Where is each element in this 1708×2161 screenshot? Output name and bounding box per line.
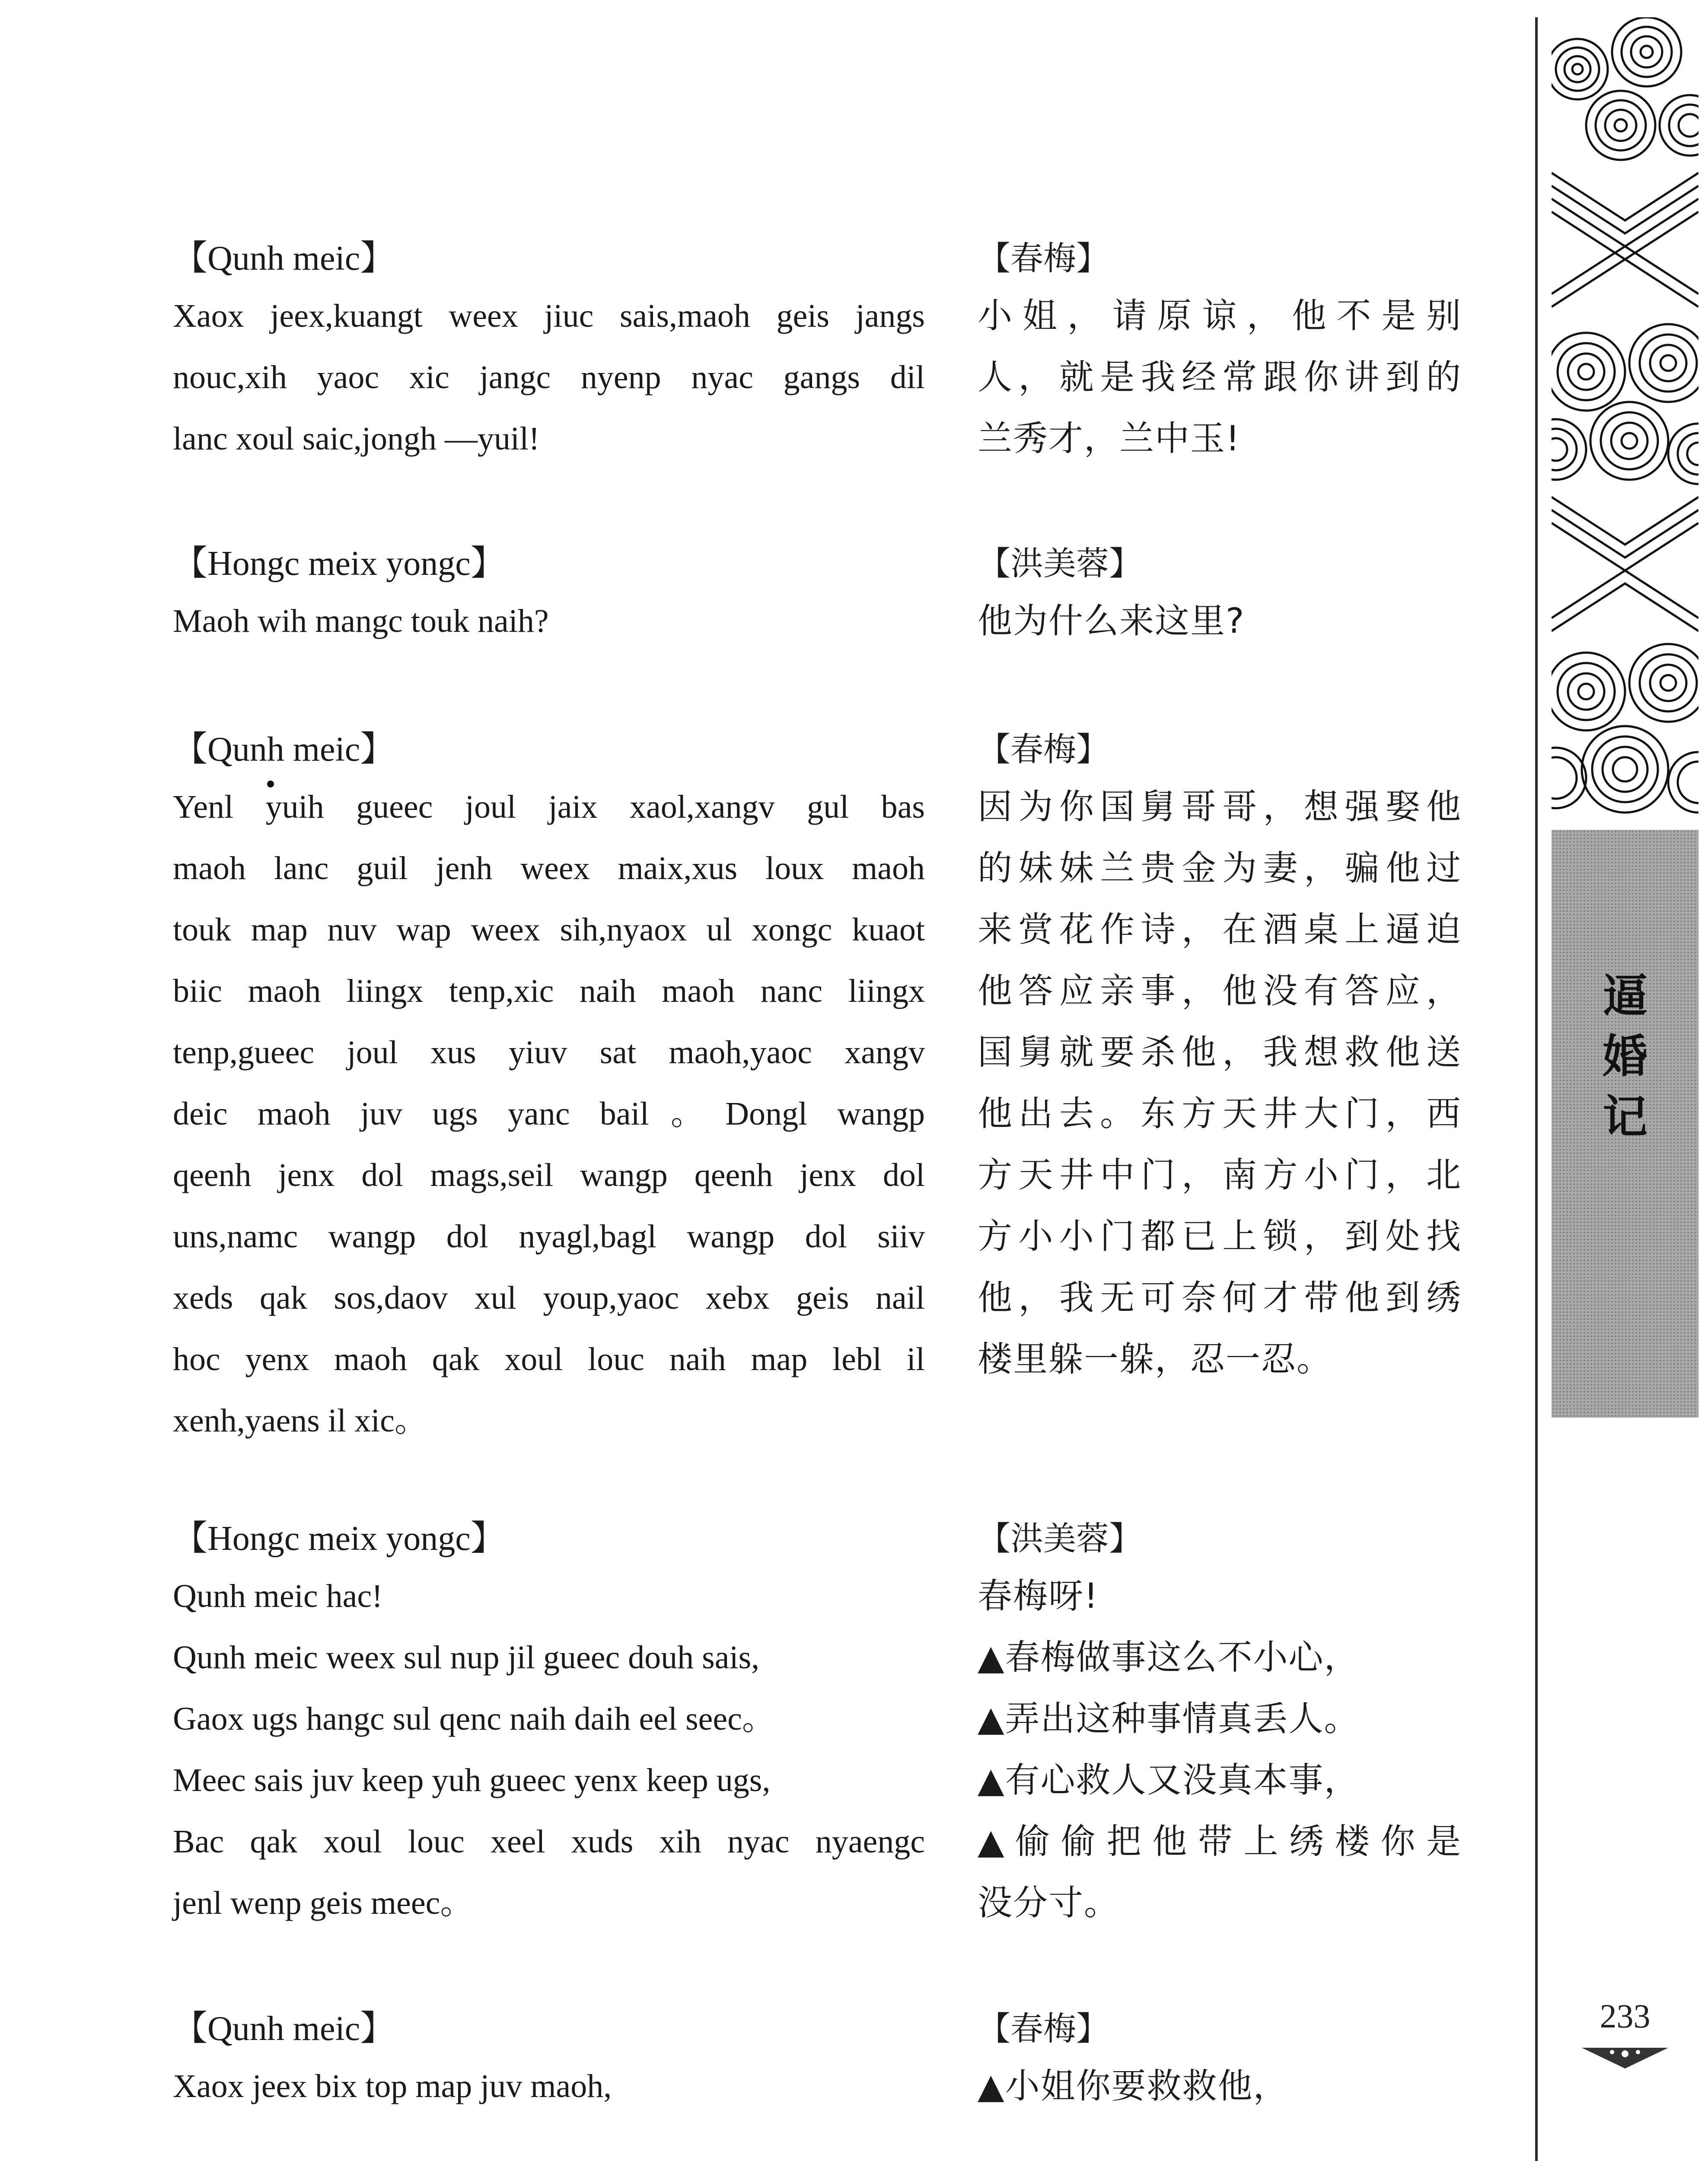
dialogue-line: xenh,yaens il xic。 xyxy=(173,1402,427,1439)
dong-dialogue-block xyxy=(173,728,925,1451)
dialogue-line: lanc xoul saic,jongh —yuil! xyxy=(173,421,540,457)
dialogue-line: 春梅呀! xyxy=(978,1576,1099,1616)
speaker-label: 【洪美蓉】 xyxy=(978,1519,1142,1558)
dialogue-line: 兰秀才，兰中玉! xyxy=(978,418,1241,459)
dialogue-line: 方小小门都已上锁，到处找 xyxy=(978,1216,1462,1256)
dialogue-line: xeds qak sos,daov xul youp,yaoc xebx geis nail xyxy=(173,1280,925,1316)
page-number-ornament xyxy=(1573,2044,1677,2070)
dialogue-line: biic maoh liingx tenp,xic naih maoh nanc liingx xyxy=(173,973,925,1009)
dong-dialogue-block xyxy=(173,1517,925,1934)
dialogue-line: deic maoh juv ugs yanc bail。Dongl wangp xyxy=(173,1096,925,1132)
dialogue-line: 他出去。东方天井大门，西 xyxy=(978,1093,1462,1134)
dialogue-line: 他答应亲事，他没有答应， xyxy=(978,971,1462,1011)
cloud-pattern-ornament xyxy=(1552,17,1698,830)
margin-rule xyxy=(1535,17,1538,2161)
dialogue-line: ▲有心救人又没真本事， xyxy=(978,1760,1360,1800)
dialogue-line: 他，我无可奈何才带他到绣 xyxy=(978,1278,1462,1318)
dong-dialogue-block xyxy=(173,542,925,652)
dialogue-line: nouc,xih yaoc xic jangc nyenp nyac gangs dil xyxy=(173,359,925,395)
dialogue-line: Xaox jeex bix top map juv maoh, xyxy=(173,2068,612,2104)
speaker-label: 【Hongc meix yongc】 xyxy=(173,1520,505,1558)
speaker-label: 【春梅】 xyxy=(978,239,1109,277)
dialogue-line: Meec sais juv keep yuh gueec yenx keep ugs, xyxy=(173,1762,771,1798)
dialogue-line: Yenl yuih gueec joul jaix xaol,xangv gul bas xyxy=(173,789,925,825)
speaker-label: 【Hongc meix yongc】 xyxy=(173,545,505,583)
speaker-label: 【洪美蓉】 xyxy=(978,544,1142,583)
chapter-title-char: 婚 xyxy=(1602,1030,1647,1083)
speaker-label: 【春梅】 xyxy=(978,2009,1109,2048)
dialogue-line: 来赏花作诗，在酒桌上逼迫 xyxy=(978,909,1462,950)
chinese-dialogue-block xyxy=(978,237,1462,469)
speaker-label: 【Qunh meic】 xyxy=(173,2010,395,2048)
dialogue-line: 的妹妹兰贵金为妻，骗他过 xyxy=(978,848,1462,888)
speaker-label: 【Qunh meic】 xyxy=(173,239,395,277)
dialogue-line: 人，就是我经常跟你讲到的 xyxy=(978,357,1462,397)
chinese-dialogue-block xyxy=(978,1517,1462,1934)
dialogue-line: ▲春梅做事这么不小心， xyxy=(978,1637,1360,1677)
dialogue-line: Qunh meic hac! xyxy=(173,1578,383,1614)
chinese-dialogue-block xyxy=(978,542,1462,652)
dialogue-line: 因为你国舅哥哥，想强娶他 xyxy=(978,787,1462,827)
dialogue-line: maoh lanc guil jenh weex maix,xus loux maoh xyxy=(173,850,925,886)
dialogue-line: 方天井中门，南方小门，北 xyxy=(978,1155,1462,1195)
chinese-dialogue-block xyxy=(978,2007,1462,2117)
chapter-title-band xyxy=(1552,830,1698,1418)
dialogue-line: ▲小姐你要救救他， xyxy=(978,2066,1289,2106)
dialogue-line: touk map nuv wap weex sih,nyaox ul xongc kuaot xyxy=(173,912,925,948)
chapter-title-char: 记 xyxy=(1602,1090,1647,1143)
dialogue-line: hoc yenx maoh qak xoul louc naih map lebl il xyxy=(173,1341,925,1377)
dong-dialogue-block xyxy=(173,2007,925,2117)
dialogue-line: 小姐，请原谅，他不是别 xyxy=(978,296,1462,336)
dong-dialogue-block xyxy=(173,237,925,469)
dialogue-line: 他为什么来这里? xyxy=(978,601,1245,641)
dialogue-line: Gaox ugs hangc sul qenc naih daih eel seec。 xyxy=(173,1701,775,1737)
page-number: 233 xyxy=(1600,1997,1651,2035)
dialogue-line: uns,namc wangp dol nyagl,bagl wangp dol siiv xyxy=(173,1218,925,1255)
dialogue-line: Maoh wih mangc touk naih? xyxy=(173,603,549,639)
dialogue-line: Bac qak xoul louc xeel xuds xih nyac nyaengc xyxy=(173,1823,925,1860)
chapter-title-char: 逼 xyxy=(1602,969,1647,1022)
speaker-label: 【春梅】 xyxy=(978,730,1109,768)
speaker-label: 【Qunh meic】 xyxy=(173,730,395,768)
dialogue-line: tenp,gueec joul xus yiuv sat maoh,yaoc xangv xyxy=(173,1034,925,1071)
dialogue-line: 国舅就要杀他，我想救他送 xyxy=(978,1032,1462,1072)
chinese-dialogue-block xyxy=(978,728,1462,1390)
dialogue-line: ▲偷偷把他带上绣楼你是 xyxy=(978,1821,1462,1861)
dialogue-line: jenl wenp geis meec。 xyxy=(173,1885,473,1921)
dialogue-line: Xaox jeex,kuangt weex jiuc sais,maoh geis jangs xyxy=(173,298,925,334)
dialogue-line: qeenh jenx dol mags,seil wangp qeenh jenx dol xyxy=(173,1157,925,1193)
dialogue-line: ▲弄出这种事情真丢人。 xyxy=(978,1699,1360,1739)
dialogue-line: 没分寸。 xyxy=(978,1883,1119,1923)
dialogue-line: Qunh meic weex sul nup jil gueec douh sais, xyxy=(173,1639,760,1676)
dialogue-line: 楼里躲一躲，忍一忍。 xyxy=(978,1339,1332,1379)
